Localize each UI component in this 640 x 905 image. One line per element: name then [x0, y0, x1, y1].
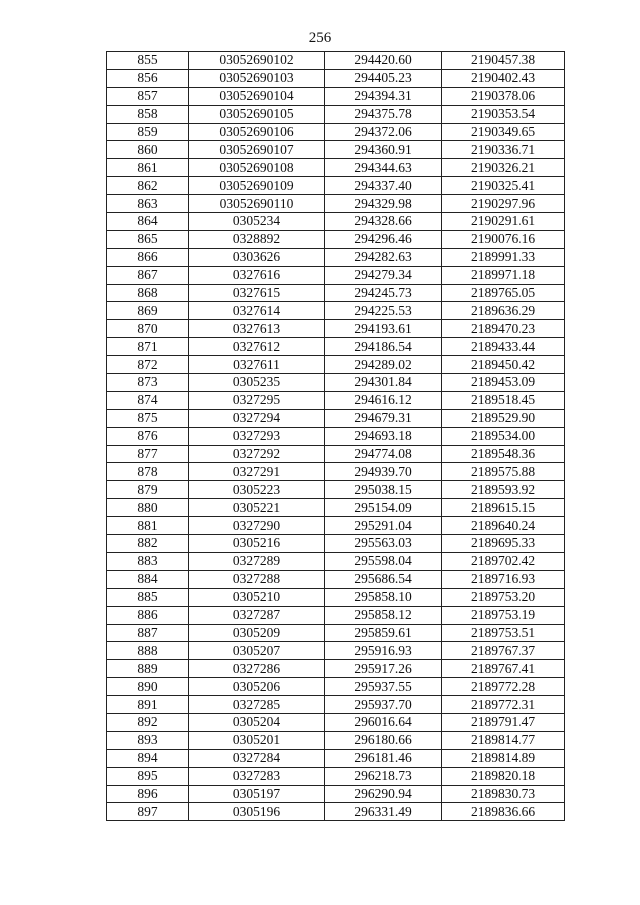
- point-code-cell: 03052690104: [189, 87, 325, 105]
- y-coordinate-cell: 2190297.96: [442, 195, 565, 213]
- point-code-cell: 0305201: [189, 731, 325, 749]
- x-coordinate-cell: 294616.12: [325, 391, 442, 409]
- point-code-cell: 0327292: [189, 445, 325, 463]
- point-code-cell: 0327295: [189, 391, 325, 409]
- point-code-cell: 0305235: [189, 374, 325, 392]
- table-row: [107, 570, 565, 588]
- point-number-cell: 862: [107, 177, 189, 195]
- table-row: [107, 481, 565, 499]
- table-row: [107, 803, 565, 821]
- point-number-cell: 885: [107, 588, 189, 606]
- x-coordinate-cell: 294301.84: [325, 374, 442, 392]
- point-number-cell: 859: [107, 123, 189, 141]
- x-coordinate-cell: 295598.04: [325, 552, 442, 570]
- table-row: [107, 535, 565, 553]
- y-coordinate-cell: 2189640.24: [442, 517, 565, 535]
- x-coordinate-cell: 295858.12: [325, 606, 442, 624]
- y-coordinate-cell: 2189767.37: [442, 642, 565, 660]
- table-row: [107, 660, 565, 678]
- y-coordinate-cell: 2189765.05: [442, 284, 565, 302]
- y-coordinate-cell: 2190353.54: [442, 105, 565, 123]
- point-number-cell: 864: [107, 213, 189, 231]
- point-number-cell: 879: [107, 481, 189, 499]
- point-number-cell: 873: [107, 374, 189, 392]
- x-coordinate-cell: 294394.31: [325, 87, 442, 105]
- point-code-cell: 03052690106: [189, 123, 325, 141]
- point-code-cell: 0305204: [189, 713, 325, 731]
- x-coordinate-cell: 294186.54: [325, 338, 442, 356]
- point-number-cell: 875: [107, 409, 189, 427]
- point-code-cell: 0305210: [189, 588, 325, 606]
- x-coordinate-cell: 294375.78: [325, 105, 442, 123]
- y-coordinate-cell: 2189636.29: [442, 302, 565, 320]
- table-row: [107, 642, 565, 660]
- y-coordinate-cell: 2189772.31: [442, 696, 565, 714]
- point-number-cell: 891: [107, 696, 189, 714]
- y-coordinate-cell: 2190291.61: [442, 213, 565, 231]
- point-number-cell: 863: [107, 195, 189, 213]
- table-row: [107, 123, 565, 141]
- point-code-cell: 0305216: [189, 535, 325, 553]
- x-coordinate-cell: 296290.94: [325, 785, 442, 803]
- point-number-cell: 893: [107, 731, 189, 749]
- point-code-cell: 03052690105: [189, 105, 325, 123]
- point-code-cell: 0327615: [189, 284, 325, 302]
- point-number-cell: 871: [107, 338, 189, 356]
- y-coordinate-cell: 2189753.19: [442, 606, 565, 624]
- y-coordinate-cell: 2190336.71: [442, 141, 565, 159]
- point-code-cell: 0327289: [189, 552, 325, 570]
- point-number-cell: 897: [107, 803, 189, 821]
- point-code-cell: 0305206: [189, 678, 325, 696]
- point-code-cell: 0305197: [189, 785, 325, 803]
- point-number-cell: 878: [107, 463, 189, 481]
- point-number-cell: 892: [107, 713, 189, 731]
- x-coordinate-cell: 294289.02: [325, 356, 442, 374]
- point-code-cell: 0305207: [189, 642, 325, 660]
- coordinates-table: [106, 51, 565, 821]
- y-coordinate-cell: 2189753.20: [442, 588, 565, 606]
- y-coordinate-cell: 2189548.36: [442, 445, 565, 463]
- point-number-cell: 856: [107, 69, 189, 87]
- table-row: [107, 52, 565, 70]
- point-code-cell: 0303626: [189, 248, 325, 266]
- point-code-cell: 0327614: [189, 302, 325, 320]
- point-code-cell: 03052690103: [189, 69, 325, 87]
- point-number-cell: 881: [107, 517, 189, 535]
- point-number-cell: 861: [107, 159, 189, 177]
- x-coordinate-cell: 294939.70: [325, 463, 442, 481]
- y-coordinate-cell: 2189814.89: [442, 749, 565, 767]
- point-code-cell: 0327288: [189, 570, 325, 588]
- point-code-cell: 0327284: [189, 749, 325, 767]
- point-number-cell: 855: [107, 52, 189, 70]
- point-number-cell: 883: [107, 552, 189, 570]
- x-coordinate-cell: 295916.93: [325, 642, 442, 660]
- y-coordinate-cell: 2189593.92: [442, 481, 565, 499]
- point-number-cell: 888: [107, 642, 189, 660]
- point-code-cell: 0327611: [189, 356, 325, 374]
- point-number-cell: 894: [107, 749, 189, 767]
- y-coordinate-cell: 2189836.66: [442, 803, 565, 821]
- y-coordinate-cell: 2189534.00: [442, 427, 565, 445]
- point-code-cell: 03052690109: [189, 177, 325, 195]
- y-coordinate-cell: 2189971.18: [442, 266, 565, 284]
- point-number-cell: 868: [107, 284, 189, 302]
- point-number-cell: 865: [107, 230, 189, 248]
- table-row: [107, 731, 565, 749]
- point-number-cell: 886: [107, 606, 189, 624]
- point-code-cell: 0327290: [189, 517, 325, 535]
- table-row: [107, 427, 565, 445]
- x-coordinate-cell: 295154.09: [325, 499, 442, 517]
- x-coordinate-cell: 296180.66: [325, 731, 442, 749]
- y-coordinate-cell: 2189814.77: [442, 731, 565, 749]
- table-row: [107, 195, 565, 213]
- y-coordinate-cell: 2189615.15: [442, 499, 565, 517]
- x-coordinate-cell: 296181.46: [325, 749, 442, 767]
- point-number-cell: 857: [107, 87, 189, 105]
- y-coordinate-cell: 2189470.23: [442, 320, 565, 338]
- x-coordinate-cell: 295917.26: [325, 660, 442, 678]
- point-number-cell: 874: [107, 391, 189, 409]
- point-code-cell: 03052690110: [189, 195, 325, 213]
- table-row: [107, 696, 565, 714]
- table-row: [107, 463, 565, 481]
- point-code-cell: 0305221: [189, 499, 325, 517]
- table-row: [107, 230, 565, 248]
- table-row: [107, 785, 565, 803]
- y-coordinate-cell: 2189433.44: [442, 338, 565, 356]
- y-coordinate-cell: 2190378.06: [442, 87, 565, 105]
- y-coordinate-cell: 2190402.43: [442, 69, 565, 87]
- point-code-cell: 0327294: [189, 409, 325, 427]
- table-row: [107, 374, 565, 392]
- table-row: [107, 338, 565, 356]
- point-code-cell: 0327291: [189, 463, 325, 481]
- x-coordinate-cell: 294193.61: [325, 320, 442, 338]
- point-number-cell: 876: [107, 427, 189, 445]
- x-coordinate-cell: 294372.06: [325, 123, 442, 141]
- table-row: [107, 391, 565, 409]
- table-row: [107, 678, 565, 696]
- x-coordinate-cell: 294225.53: [325, 302, 442, 320]
- y-coordinate-cell: 2189453.09: [442, 374, 565, 392]
- y-coordinate-cell: 2189820.18: [442, 767, 565, 785]
- x-coordinate-cell: 295937.55: [325, 678, 442, 696]
- y-coordinate-cell: 2189772.28: [442, 678, 565, 696]
- point-number-cell: 882: [107, 535, 189, 553]
- x-coordinate-cell: 296331.49: [325, 803, 442, 821]
- y-coordinate-cell: 2190325.41: [442, 177, 565, 195]
- table-row: [107, 749, 565, 767]
- x-coordinate-cell: 294360.91: [325, 141, 442, 159]
- x-coordinate-cell: 294679.31: [325, 409, 442, 427]
- table-row: [107, 284, 565, 302]
- table-row: [107, 409, 565, 427]
- x-coordinate-cell: 294344.63: [325, 159, 442, 177]
- point-code-cell: 0327612: [189, 338, 325, 356]
- table-row: [107, 266, 565, 284]
- y-coordinate-cell: 2190457.38: [442, 52, 565, 70]
- point-number-cell: 870: [107, 320, 189, 338]
- x-coordinate-cell: 294405.23: [325, 69, 442, 87]
- table-row: [107, 105, 565, 123]
- x-coordinate-cell: 295038.15: [325, 481, 442, 499]
- point-code-cell: 0327616: [189, 266, 325, 284]
- table-row: [107, 213, 565, 231]
- point-number-cell: 872: [107, 356, 189, 374]
- point-code-cell: 0327285: [189, 696, 325, 714]
- table-row: [107, 69, 565, 87]
- y-coordinate-cell: 2189450.42: [442, 356, 565, 374]
- x-coordinate-cell: 295291.04: [325, 517, 442, 535]
- x-coordinate-cell: 294282.63: [325, 248, 442, 266]
- point-number-cell: 889: [107, 660, 189, 678]
- y-coordinate-cell: 2189991.33: [442, 248, 565, 266]
- point-code-cell: 0305223: [189, 481, 325, 499]
- x-coordinate-cell: 294774.08: [325, 445, 442, 463]
- y-coordinate-cell: 2189791.47: [442, 713, 565, 731]
- y-coordinate-cell: 2190326.21: [442, 159, 565, 177]
- table-row: [107, 320, 565, 338]
- table-row: [107, 767, 565, 785]
- point-number-cell: 877: [107, 445, 189, 463]
- x-coordinate-cell: 296218.73: [325, 767, 442, 785]
- table-row: [107, 177, 565, 195]
- x-coordinate-cell: 294296.46: [325, 230, 442, 248]
- point-code-cell: 03052690102: [189, 52, 325, 70]
- table-row: [107, 159, 565, 177]
- x-coordinate-cell: 295686.54: [325, 570, 442, 588]
- table-row: [107, 141, 565, 159]
- y-coordinate-cell: 2189767.41: [442, 660, 565, 678]
- x-coordinate-cell: 295563.03: [325, 535, 442, 553]
- y-coordinate-cell: 2189702.42: [442, 552, 565, 570]
- table-row: [107, 445, 565, 463]
- x-coordinate-cell: 296016.64: [325, 713, 442, 731]
- point-code-cell: 0327283: [189, 767, 325, 785]
- point-number-cell: 884: [107, 570, 189, 588]
- x-coordinate-cell: 295858.10: [325, 588, 442, 606]
- table-row: [107, 624, 565, 642]
- point-code-cell: 0328892: [189, 230, 325, 248]
- point-number-cell: 895: [107, 767, 189, 785]
- point-number-cell: 860: [107, 141, 189, 159]
- x-coordinate-cell: 294693.18: [325, 427, 442, 445]
- table-row: [107, 552, 565, 570]
- y-coordinate-cell: 2189830.73: [442, 785, 565, 803]
- table-row: [107, 517, 565, 535]
- x-coordinate-cell: 294328.66: [325, 213, 442, 231]
- y-coordinate-cell: 2189575.88: [442, 463, 565, 481]
- table-row: [107, 499, 565, 517]
- point-code-cell: 0327613: [189, 320, 325, 338]
- table-row: [107, 302, 565, 320]
- point-code-cell: 0327287: [189, 606, 325, 624]
- table-row: [107, 356, 565, 374]
- point-code-cell: 0327286: [189, 660, 325, 678]
- x-coordinate-cell: 294245.73: [325, 284, 442, 302]
- x-coordinate-cell: 294329.98: [325, 195, 442, 213]
- point-code-cell: 03052690108: [189, 159, 325, 177]
- point-number-cell: 867: [107, 266, 189, 284]
- y-coordinate-cell: 2190349.65: [442, 123, 565, 141]
- x-coordinate-cell: 295859.61: [325, 624, 442, 642]
- table-row: [107, 713, 565, 731]
- x-coordinate-cell: 294420.60: [325, 52, 442, 70]
- point-number-cell: 869: [107, 302, 189, 320]
- point-number-cell: 866: [107, 248, 189, 266]
- table-row: [107, 248, 565, 266]
- point-code-cell: 03052690107: [189, 141, 325, 159]
- y-coordinate-cell: 2190076.16: [442, 230, 565, 248]
- point-code-cell: 0305196: [189, 803, 325, 821]
- page-number: 256: [308, 30, 332, 46]
- point-number-cell: 896: [107, 785, 189, 803]
- coordinates-table-body: [107, 52, 565, 821]
- y-coordinate-cell: 2189529.90: [442, 409, 565, 427]
- y-coordinate-cell: 2189518.45: [442, 391, 565, 409]
- point-code-cell: 0305234: [189, 213, 325, 231]
- table-row: [107, 588, 565, 606]
- y-coordinate-cell: 2189716.93: [442, 570, 565, 588]
- x-coordinate-cell: 295937.70: [325, 696, 442, 714]
- y-coordinate-cell: 2189695.33: [442, 535, 565, 553]
- point-number-cell: 890: [107, 678, 189, 696]
- point-number-cell: 887: [107, 624, 189, 642]
- point-code-cell: 0305209: [189, 624, 325, 642]
- point-code-cell: 0327293: [189, 427, 325, 445]
- y-coordinate-cell: 2189753.51: [442, 624, 565, 642]
- x-coordinate-cell: 294279.34: [325, 266, 442, 284]
- x-coordinate-cell: 294337.40: [325, 177, 442, 195]
- table-row: [107, 606, 565, 624]
- point-number-cell: 880: [107, 499, 189, 517]
- table-row: [107, 87, 565, 105]
- point-number-cell: 858: [107, 105, 189, 123]
